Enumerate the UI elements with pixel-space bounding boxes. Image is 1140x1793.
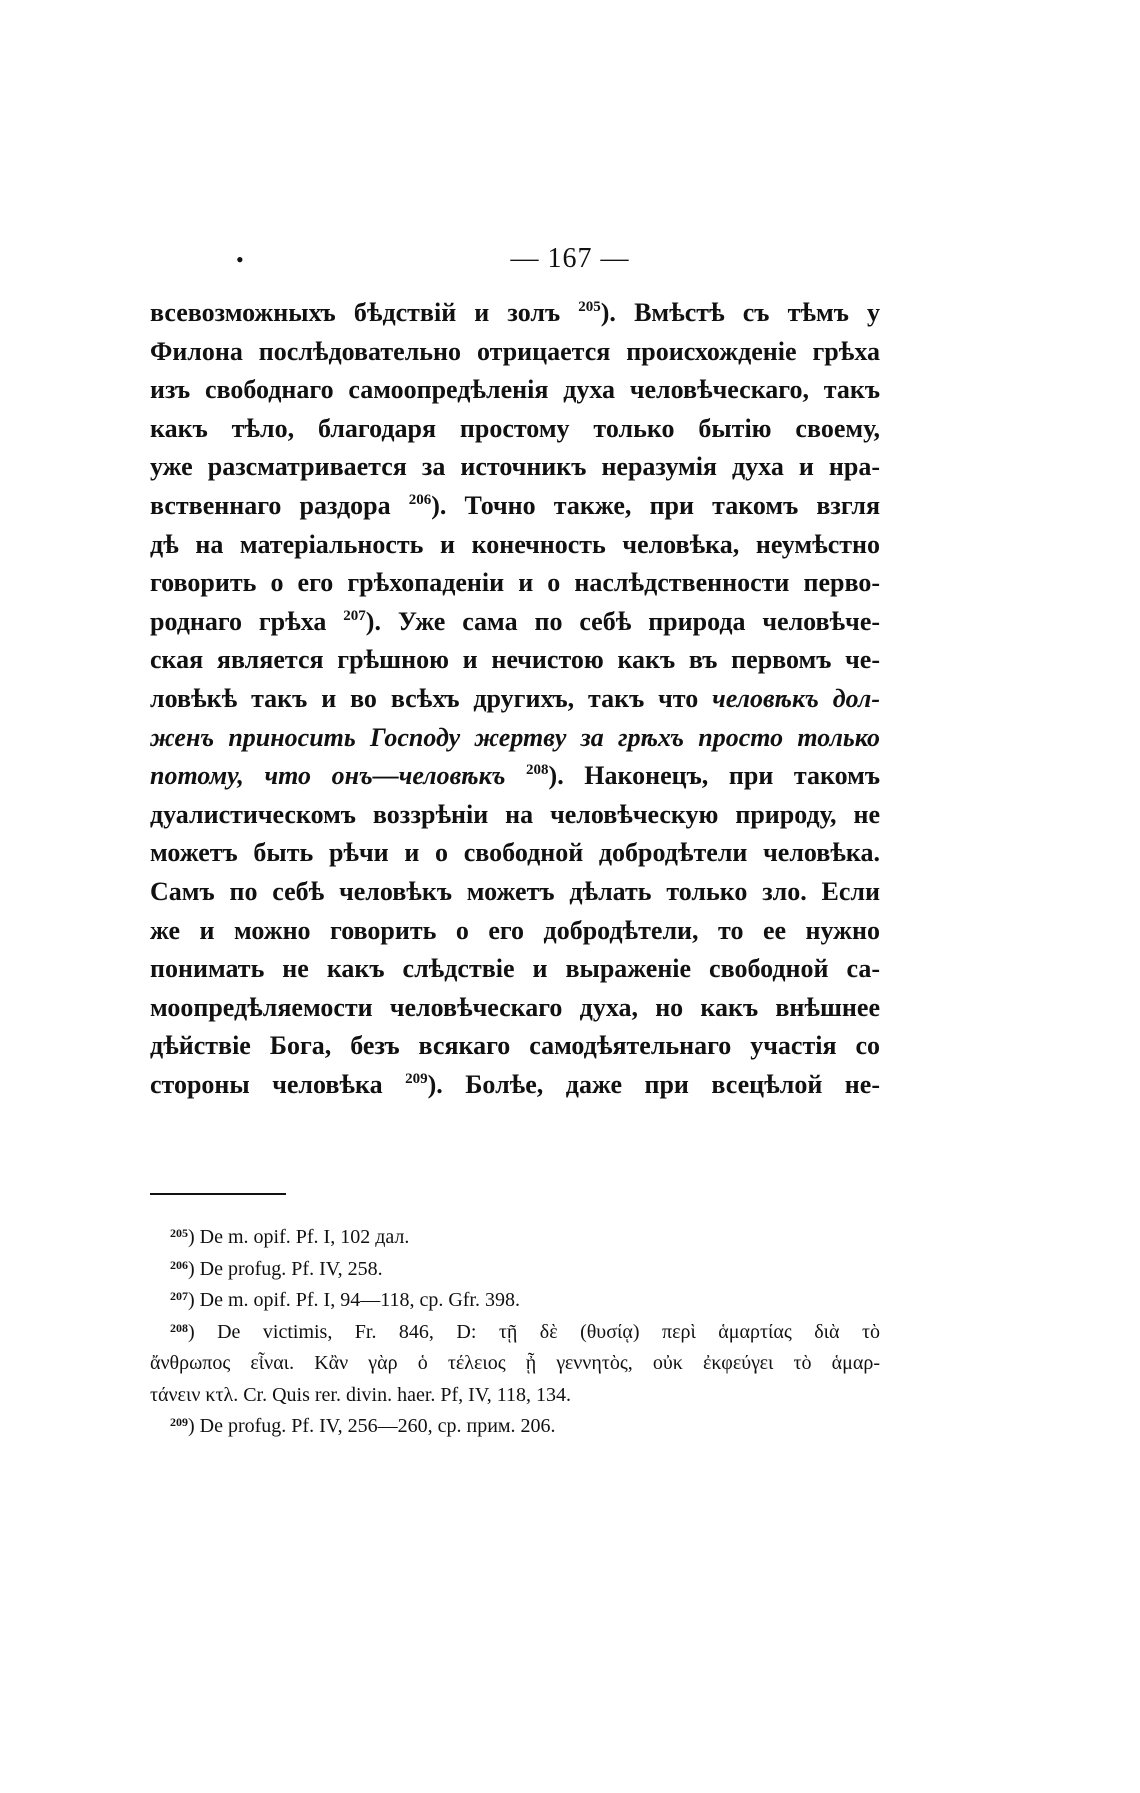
footnote-206: $^{206}$) De profug. Pf. IV, 258. (170, 1257, 383, 1280)
text-line-1: всевозможныхъ бѣдствій и золъ $^{205}$). Вмѣстѣ съ тѣмъ у (150, 298, 880, 327)
text-line-6: вственнаго раздора $^{206}$). Точно также, при такомъ взгля (150, 490, 880, 520)
text-line-18: понимать не какъ слѣдствіе и выраженіе свободной са- (150, 954, 880, 984)
footnote-207: $^{207}$) De m. opif. Pf. I, 94—118, ср. Gfr. 398. (170, 1289, 520, 1311)
footnote-ref-208: 208 (526, 762, 549, 779)
page-number: — 167 — (510, 243, 630, 274)
text-line-3: изъ свободнаго самоопредѣленія духа человѣческаго, такъ (150, 375, 880, 405)
footnote-209: $^{209}$) De profug. Pf. IV, 256—260, ср. прим. 206. (170, 1415, 556, 1437)
text-line-9: роднаго грѣха $^{207}$). Уже сама по себѣ природа человѣче- (150, 606, 880, 636)
text-line-7: дѣ на матеріальность и конечность человѣка, неумѣстно (150, 529, 880, 559)
footnote-ref-205: 205 (578, 299, 601, 315)
footnote-205: $^{205}$) De m. opif. Pf. I, 102 дал. (170, 1226, 410, 1248)
text-line-15: можетъ быть рѣчи и о свободной добродѣтели человѣка. (150, 838, 880, 868)
text-line-11: ловѣкѣ такъ и во всѣхъ другихъ, такъ что человѣкъ дол- (150, 683, 880, 713)
footnote-208: $^{208}$) De victimis, Fr. 846, D: τῇ δὲ (θυσίᾳ) περὶ ἁμαρτίας διὰ τὸ (170, 1320, 880, 1343)
main-text (150, 294, 880, 1104)
footnote-208-continuation-2: τάνειν κτλ. Cr. Quis rer. divin. haer. Pf, IV, 118, 134. (150, 1383, 571, 1406)
text-line-5: уже разсматривается за источникъ неразумія духа и нра- (150, 452, 880, 482)
footnote-ref-209: 209 (405, 1070, 428, 1087)
text-line-8: говорить о его грѣхопаденіи и о наслѣдственности перво- (150, 568, 880, 598)
footnote-ref-206: 206 (408, 491, 432, 508)
text-line-4: какъ тѣло, благодаря простому только бытію своему, (150, 413, 880, 443)
text-line-21: стороны человѣка $^{209}$). Болѣе, даже при всецѣлой не- (150, 1069, 880, 1099)
footnote-ref-207: 207 (343, 607, 366, 624)
text-line-10: ская является грѣшною и нечистою какъ въ первомъ че- (150, 645, 880, 675)
footnote-divider (150, 1193, 286, 1195)
text-line-20: дѣйствіе Бога, безъ всякаго самодѣятельнаго участія со (150, 1031, 880, 1061)
page-dot-mark: • (236, 247, 244, 272)
text-line-12: женъ приносить Господу жертву за грѣхъ просто только (150, 722, 880, 752)
text-line-2: Филона послѣдовательно отрицается происхожденіе грѣха (150, 336, 880, 366)
text-line-13: потому, что онъ—человѣкъ $^{208}$). Наконецъ, при такомъ (150, 761, 880, 791)
footnotes (150, 1222, 880, 1443)
text-line-17: же и можно говорить о его добродѣтели, то ее нужно (150, 915, 880, 945)
text-line-16: Самъ по себѣ человѣкъ можетъ дѣлать только зло. Если (150, 876, 880, 906)
text-line-19: моопредѣляемости человѣческаго духа, но какъ внѣшнее (150, 992, 880, 1022)
footnote-208-continuation-1: ἄνθρωπος εἶναι. Κἂν γὰρ ὁ τέλειος ᾖ γεννητὸς, οὐκ ἐκφεύγει τὸ ἁμαρ- (150, 1352, 880, 1374)
text-line-14: дуалистическомъ воззрѣніи на человѣческую природу, не (150, 799, 880, 829)
